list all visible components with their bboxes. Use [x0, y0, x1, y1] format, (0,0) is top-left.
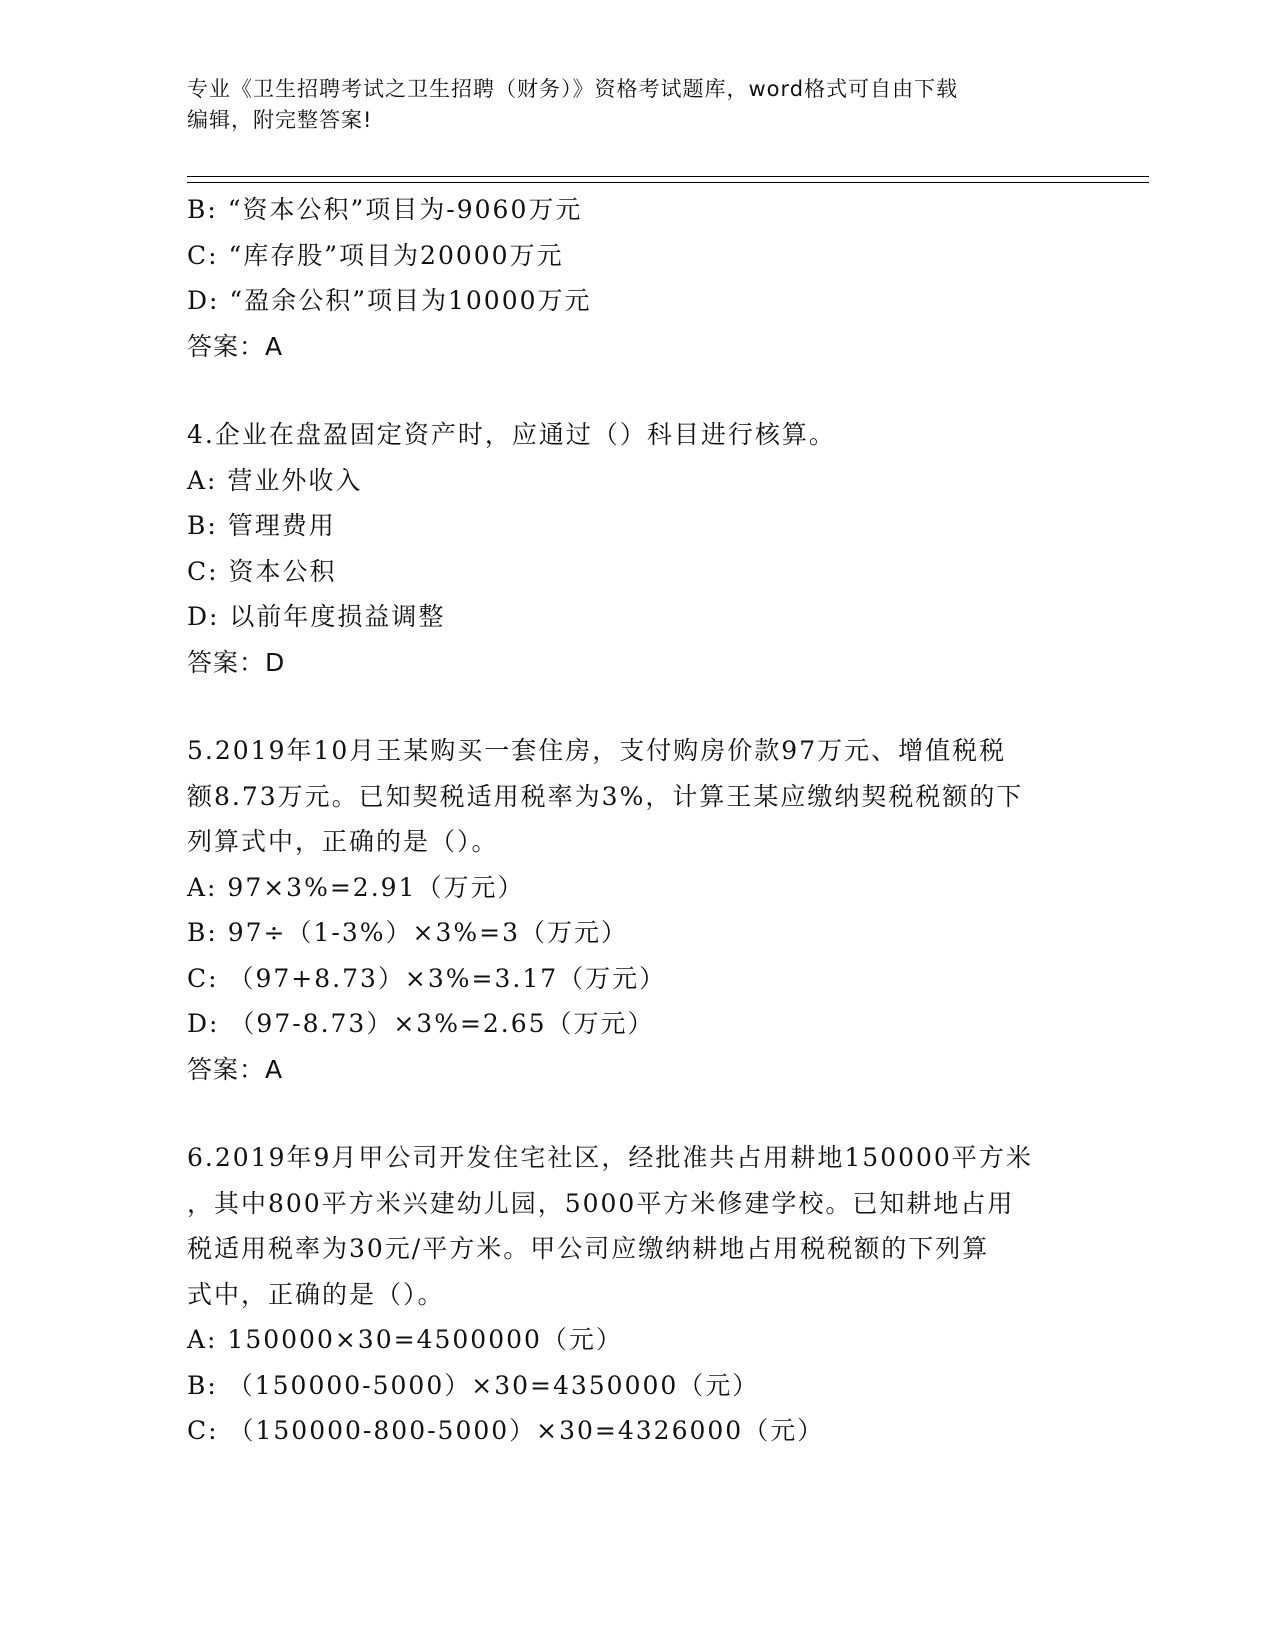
question-4: [187, 412, 1087, 685]
answer: 答案：D: [187, 647, 286, 677]
option-d: D: “盈余公积”项目为10000万元: [187, 286, 592, 315]
option-a: A: 营业外收入: [187, 465, 363, 495]
option-d: D: （97-8.73）×3%=2.65（万元）: [187, 1009, 655, 1038]
option-b: B: 管理费用: [187, 511, 336, 540]
option-c: C: “库存股”项目为20000万元: [187, 240, 564, 270]
question-stem-line-1: 6.2019年9月甲公司开发住宅社区，经批准共占用耕地150000平方米: [187, 1143, 1033, 1172]
question-stem-line-3: 列算式中，正确的是（）。: [187, 827, 499, 856]
option-c: C: （150000-800-5000）×30=4326000（元）: [187, 1416, 825, 1445]
option-a: A: 150000×30=4500000（元）: [187, 1325, 623, 1354]
question-6: [187, 1135, 1087, 1454]
header-line-2: 编辑，附完整答案!: [187, 108, 373, 132]
question-stem-line-1: 5.2019年10月王某购买一套住房，支付购房价款97万元、增值税税: [187, 736, 1007, 765]
option-c: C: 资本公积: [187, 556, 337, 586]
document-header: [187, 74, 1087, 136]
answer: 答案：A: [187, 1054, 284, 1084]
question-stem-line-2: ，其中800平方米兴建幼儿园，5000平方米修建学校。已知耕地占用: [187, 1188, 1015, 1218]
question-stem-line-3: 税适用税率为30元/平方米。甲公司应缴纳耕地占用税税额的下列算: [187, 1234, 990, 1263]
question-5: [187, 728, 1087, 1092]
header-divider: [187, 176, 1149, 183]
option-b: B: （150000-5000）×30=4350000（元）: [187, 1370, 760, 1400]
question-stem-line-2: 额8.73万元。已知契税适用税率为3%，计算王某应缴纳契税税额的下: [187, 781, 1024, 811]
option-b: B: “资本公积”项目为-9060万元: [187, 195, 583, 224]
option-a: A: 97×3%=2.91（万元）: [187, 872, 525, 902]
option-b: B: 97÷（1-3%）×3%=3（万元）: [187, 918, 628, 947]
question-stem-line-4: 式中，正确的是（）。: [187, 1279, 445, 1309]
option-d: D: 以前年度损益调整: [187, 602, 446, 631]
answer: 答案：A: [187, 331, 284, 361]
header-line-1: 专业《卫生招聘考试之卫生招聘（财务）》资格考试题库，word格式可自由下载: [187, 77, 959, 101]
option-c: C: （97+8.73）×3%=3.17（万元）: [187, 963, 667, 993]
question-stem: 4.企业在盘盈固定资产时，应通过（）科目进行核算。: [187, 420, 836, 449]
question-3-tail: [187, 187, 1087, 369]
question-list: [187, 187, 1087, 1454]
